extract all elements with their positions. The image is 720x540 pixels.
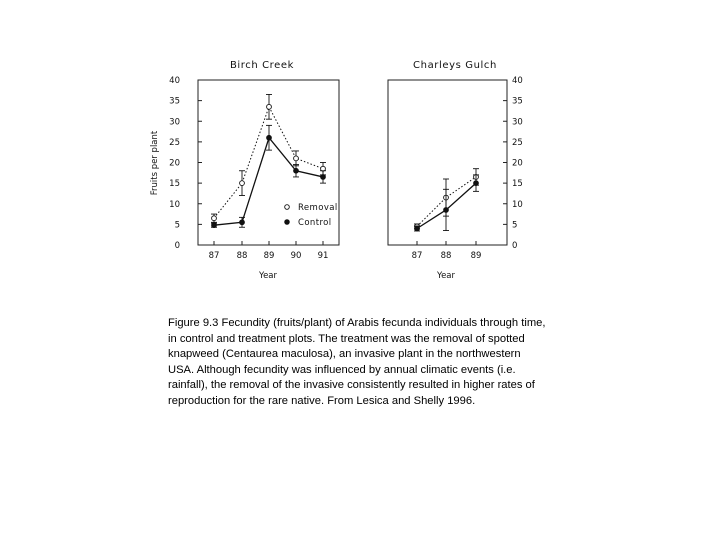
birch-creek-x-tick-label: 91 — [317, 251, 329, 261]
birch-creek-removal-point — [212, 216, 217, 221]
birch-creek-y-tick-label: 40 — [169, 76, 180, 86]
birch-creek-y-tick-label: 20 — [169, 158, 180, 169]
birch-creek-x-tick-label: 89 — [263, 251, 275, 261]
y-axis-label: Fruits per plant — [150, 130, 160, 196]
charleys-gulch-y-tick-label: 35 — [512, 96, 523, 107]
birch-creek-removal-point — [294, 156, 299, 161]
charleys-gulch-y-tick-label: 40 — [512, 76, 523, 86]
birch-creek-removal-point — [267, 104, 272, 109]
birch-creek-y-tick-label: 0 — [174, 241, 180, 251]
charleys-gulch-control-point — [415, 226, 420, 231]
birch-creek-control-point — [267, 135, 272, 140]
birch-creek-y-tick-label: 30 — [169, 117, 180, 128]
charleys-gulch-y-tick-label: 15 — [512, 179, 523, 190]
birch-creek-x-tick-label: 87 — [208, 251, 220, 261]
charleys-gulch-y-tick-label: 25 — [512, 137, 523, 148]
birch-creek-x-tick-label: 88 — [236, 251, 248, 261]
birch-creek-x-axis-label: Year — [259, 271, 277, 281]
birch-creek-y-tick-label: 35 — [169, 96, 180, 107]
charleys-gulch-control-line — [417, 183, 476, 228]
birch-creek-y-tick-label: 5 — [174, 220, 180, 231]
charleys-gulch-title: Charleys Gulch — [413, 60, 497, 71]
birch-creek-panel — [150, 60, 339, 281]
birch-creek-control-point — [321, 175, 326, 180]
charleys-gulch-control-point — [444, 208, 449, 213]
birch-creek-y-tick-label: 10 — [169, 199, 180, 210]
charleys-gulch-control-point — [474, 181, 479, 186]
charleys-gulch-y-tick-label: 20 — [512, 158, 523, 169]
birch-creek-removal-line — [214, 107, 323, 218]
charleys-gulch-removal-line — [417, 177, 476, 227]
charleys-gulch-plot-frame — [388, 80, 507, 245]
birch-creek-removal-point — [240, 181, 245, 186]
birch-creek-control-point — [294, 168, 299, 173]
birch-creek-title: Birch Creek — [229, 60, 295, 71]
birch-creek-control-point — [240, 220, 245, 225]
legend — [285, 203, 338, 228]
birch-creek-control-point — [212, 223, 217, 228]
legend-removal-label: Removal — [298, 203, 338, 213]
charleys-gulch-x-tick-label: 89 — [470, 251, 482, 261]
legend-control-label: Control — [298, 218, 332, 228]
charleys-gulch-y-tick-label: 10 — [512, 199, 523, 210]
birch-creek-y-tick-label: 15 — [169, 179, 180, 190]
charleys-gulch-y-tick-label: 0 — [512, 241, 518, 251]
figure-caption: Figure 9.3 Fecundity (fruits/plant) of Arabis fecunda individuals through time, in control and treatment plots. The treatment was the removal of spotted knapweed (Centaurea maculosa), an invasive plant in the northwestern USA. Although fecundity was influenced by annual climatic events (i.e. rainfall), the removal of the invasive consistently resulted in higher rates of reproduction for the rare native. From Lesica and Shelly 1996. — [168, 317, 546, 407]
birch-creek-y-tick-label: 25 — [169, 137, 180, 148]
charleys-gulch-x-axis-label: Year — [437, 271, 455, 281]
charleys-gulch-y-tick-label: 30 — [512, 117, 523, 128]
charleys-gulch-x-tick-label: 87 — [411, 251, 423, 261]
charleys-gulch-x-tick-label: 88 — [440, 251, 452, 261]
charleys-gulch-y-tick-label: 5 — [512, 220, 518, 231]
legend-control-marker — [285, 220, 290, 225]
charleys-gulch-panel — [388, 60, 523, 281]
legend-removal-marker — [285, 205, 290, 210]
birch-creek-x-tick-label: 90 — [290, 251, 302, 261]
